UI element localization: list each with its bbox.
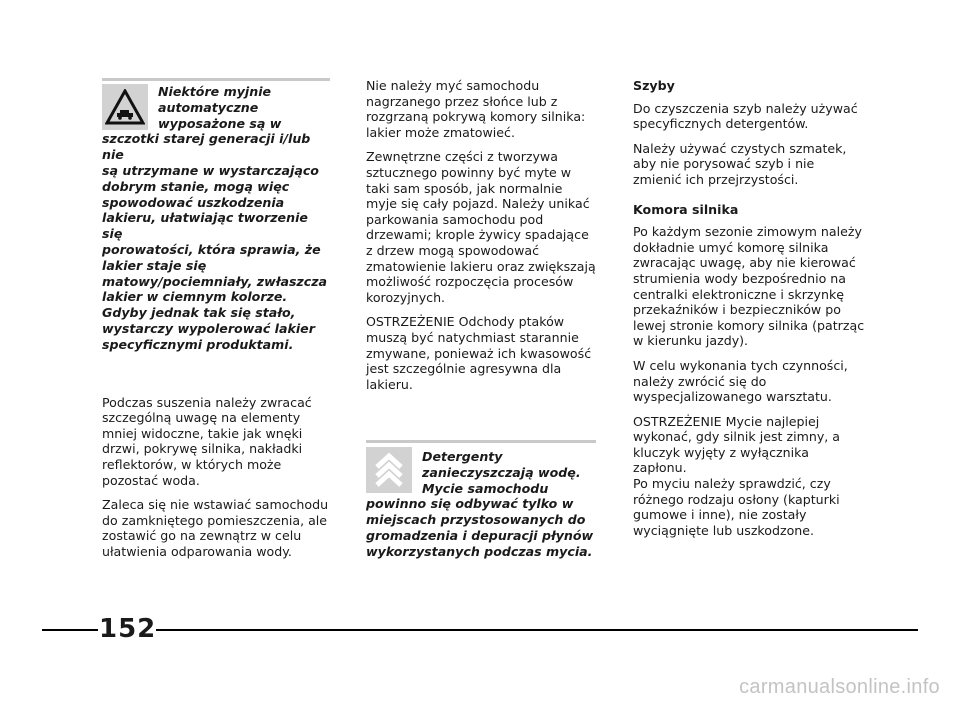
note-line: dobrym stanie, mogą więc (102, 178, 290, 194)
heading-engine-bay: Komora silnika (633, 201, 739, 217)
paragraph-cloths: Należy używać czystych szmatek, aby nie porysować szyb i nie zmienić ich przejrzystości. (633, 140, 847, 187)
note-line: automatyczne (158, 99, 259, 115)
note-line: Gdyby jednak tak się stało, (102, 305, 296, 321)
note-line: wystarczy wypolerować lakier (102, 320, 315, 336)
column-left (102, 78, 330, 568)
paragraph-detergents: Do czyszczenia szyb należy używać specyficznych detergentów. (633, 100, 858, 132)
paragraph-check-covers: Po myciu należy sprawdzić, czy różnego rodzaju osłony (kapturki gumowe i inne), nie zostały wyciągnięte lub uszkodzone. (633, 476, 840, 538)
note-divider (366, 440, 596, 443)
watermark: carmanualsonline.info (739, 676, 940, 698)
note-line: Detergenty (422, 449, 503, 464)
note-line: Niektóre myjnie (158, 84, 272, 99)
note-line: gromadzenia i depuracji płynów (366, 527, 594, 543)
note-line: wyposażone są w (158, 115, 282, 131)
column-right (633, 78, 865, 547)
note-line: lakier w ciemnym kolorze. (102, 289, 288, 305)
paragraph-bird-droppings: OSTRZEŻENIE Odchody ptaków muszą być natychmiast starannie zmywane, ponieważ ich kwasowość jest szczególnie agresywna dla lakieru. (366, 314, 592, 392)
footer-rule-left (42, 629, 98, 631)
note-line: miejscach przystosowanych do (366, 512, 586, 528)
note-line: lakieru, ułatwiając tworzenie się (102, 210, 308, 242)
note-line: matowy/pociemniały, zwłaszcza (102, 273, 328, 289)
page-number: 152 (99, 614, 157, 644)
note-line: Mycie samochodu (422, 480, 549, 496)
heading-windows: Szyby (633, 78, 675, 93)
note-line: spowodować uszkodzenia (102, 194, 285, 210)
paragraph-winter-wash: Po każdym sezonie zimowym należy dokładnie umyć komorę silnika zwracając uwagę, aby nie kierować strumienia wody bezpośrednio na centralki elektroniczne i skrzynkę przekaźników i bezpieczników po lewej stronie komory silnika (patrząc w kierunku jazdy). (633, 224, 865, 349)
note-line: specyficznymi produktami. (102, 336, 294, 352)
note-line: szczotki starej generacji i/lub nie (102, 131, 311, 163)
paragraph-garage: Zaleca się nie wstawiać samochodu do zamkniętego pomieszczenia, ale zostawić go na zewnątrz w celu ułatwienia odparowania wody. (102, 497, 329, 559)
paragraph-drying: Podczas suszenia należy zwracać szczególną uwagę na elementy mniej widoczne, takie jak wnęki drzwi, pokrywę silnika, nakładki reflektorów, w których może pozostać woda. (102, 394, 312, 488)
column-middle (366, 78, 596, 401)
note-line: powinno się odbywać tylko w (366, 496, 574, 512)
note-line: porowatości, która sprawia, że (102, 241, 321, 257)
note-line: lakier staje się (102, 257, 207, 273)
paragraph-warning-cold: OSTRZEŻENIE Mycie najlepiej wykonać, gdy silnik jest zimny, a kluczyk wyjęty z wyłącznika zapłonu. (633, 413, 840, 476)
footer-rule-right (156, 629, 918, 631)
paragraph-hot-car: Nie należy myć samochodu nagrzanego przez słońce lub z rozgrzaną pokrywą komory silnika: lakier może zmatowieć. (366, 78, 586, 140)
warning-note (102, 84, 330, 353)
note-line: zanieczyszczają wodę. (422, 464, 581, 480)
paragraph-workshop: W celu wykonania tych czynności, należy zwrócić się do wyspecjalizowanego warsztatu. (633, 357, 848, 405)
paragraph-plastic-parts: Zewnętrzne części z tworzywa sztucznego powinny być myte w taki sam sposób, jak normalnie myje się cały pojazd. Należy unikać parkowania samochodu pod drzewami; krople żywicy spadające z drzew mogą spowodować zmatowienie lakieru oraz zwiększają możliwość rozpoczęcia procesów korozyjnych. (366, 149, 596, 305)
note-line: są utrzymane w wystarczająco (102, 162, 319, 178)
note-line: wykorzystanych podczas mycia. (366, 543, 593, 559)
environment-note (366, 449, 596, 560)
